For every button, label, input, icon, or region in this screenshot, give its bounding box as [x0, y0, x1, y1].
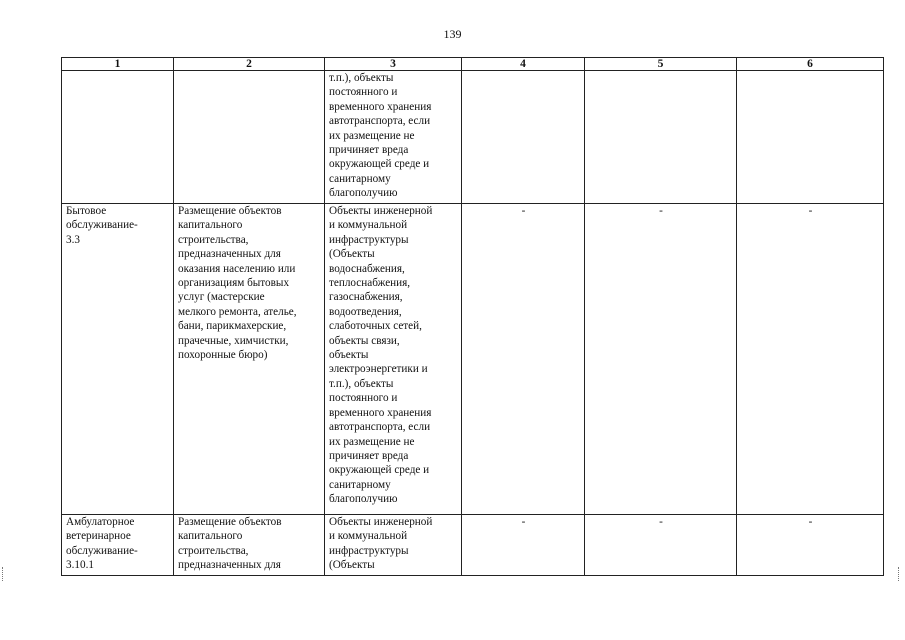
cell-use-type: Амбулаторное ветеринарное обслуживание- 3.10.1 [62, 515, 174, 576]
column-header-3: 3 [325, 58, 462, 71]
cell-col5 [585, 71, 737, 204]
cell-col6: - [737, 204, 884, 515]
cell-auxiliary-objects: т.п.), объекты постоянного и временного хранения автотранспорта, если их размещение не причиняет вреда окружающей среде и санитарному благополучию [325, 71, 462, 204]
column-header-6: 6 [737, 58, 884, 71]
document-table [61, 57, 884, 576]
cell-description: Размещение объектов капитального строительства, предназначенных для [174, 515, 325, 576]
cell-col5: - [585, 515, 737, 576]
cell-description: Размещение объектов капитального строительства, предназначенных для оказания населению или организациям бытовых услуг (мастерские мелкого ремонта, ателье, бани, парикмахерские, прачечные, химчистки, похоронные бюро) [174, 204, 325, 515]
cell-auxiliary-objects: Объекты инженерной и коммунальной инфраструктуры (Объекты водоснабжения, теплоснабжения, газоснабжения, водоотведения, слаботочных сетей, объекты связи, объекты электроэнергетики и т.п.), объекты постоянного и временного хранения автотранспорта, если их размещение не причиняет вреда окружающей среде и санитарному благополучию [325, 204, 462, 515]
cell-col6 [737, 71, 884, 204]
table-row [62, 71, 884, 204]
cell-col4: - [462, 204, 585, 515]
column-header-5: 5 [585, 58, 737, 71]
table-row [62, 515, 884, 576]
cell-col4 [462, 71, 585, 204]
cell-use-type [62, 71, 174, 204]
cell-col6: - [737, 515, 884, 576]
page-number: 139 [443, 27, 462, 41]
cell-col5: - [585, 204, 737, 515]
cell-col4: - [462, 515, 585, 576]
cell-use-type: Бытовое обслуживание- 3.3 [62, 204, 174, 515]
table-row [62, 204, 884, 515]
scan-edge-mark-left [2, 567, 6, 581]
cell-auxiliary-objects: Объекты инженерной и коммунальной инфраструктуры (Объекты [325, 515, 462, 576]
column-header-4: 4 [462, 58, 585, 71]
column-header-2: 2 [174, 58, 325, 71]
column-header-1: 1 [62, 58, 174, 71]
cell-description [174, 71, 325, 204]
scan-edge-mark-right [898, 567, 902, 581]
table-header-row [62, 58, 884, 71]
